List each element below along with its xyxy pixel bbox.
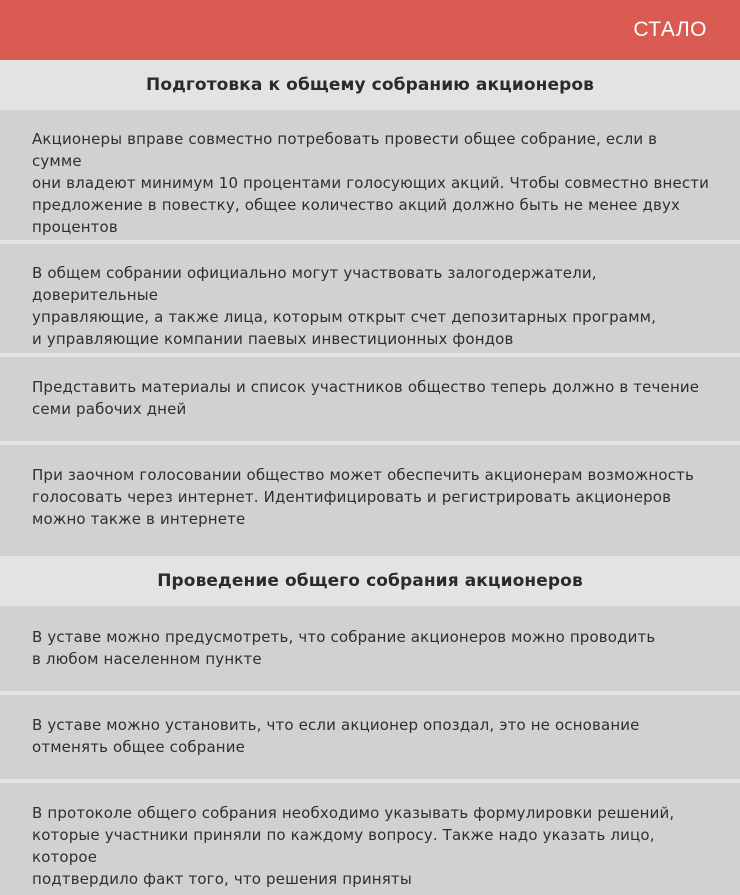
column-header — [0, 0, 740, 60]
row-text: В протоколе общего собрания необходимо указывать формулировки решений, которые участники приняли по каждому вопросу. Также надо указать лицо, которое подтвердило факт того, что решения приняты — [32, 804, 675, 888]
row-text: Акционеры вправе совместно потребовать провести общее собрание, если в сумме они владеют минимум 10 процентами голосующих акций. Чтобы совместно внести предложение в повестку, общее количество акций должно быть не менее двух процентов — [32, 130, 710, 236]
table-row — [0, 783, 740, 895]
table-row — [0, 606, 740, 691]
row-text: При заочном голосовании общество может обеспечить акционерам возможность голосовать через интернет. Идентифицировать и регистрировать акционеров можно также в интернете — [32, 466, 694, 528]
table-row — [0, 445, 740, 556]
column-header-title: СТАЛО — [633, 18, 707, 41]
row-text: В общем собрании официально могут участвовать залогодержатели, доверительные управляющие, а также лица, которым открыт счет депозитарных программ, и управляющие компании паевых инвестиционных фондов — [32, 264, 657, 348]
section-title-meeting: Проведение общего собрания акционеров — [0, 556, 740, 606]
row-text: Представить материалы и список участников общество теперь должно в течение семи рабочих дней — [32, 378, 700, 418]
table-row — [0, 110, 740, 240]
section-title-preparation: Подготовка к общему собранию акционеров — [0, 60, 740, 110]
table-row — [0, 357, 740, 441]
table-row — [0, 244, 740, 353]
table-row — [0, 695, 740, 779]
row-text: В уставе можно предусмотреть, что собрание акционеров можно проводить в любом населенном пункте — [32, 628, 656, 668]
row-text: В уставе можно установить, что если акционер опоздал, это не основание отменять общее собрание — [32, 716, 640, 756]
